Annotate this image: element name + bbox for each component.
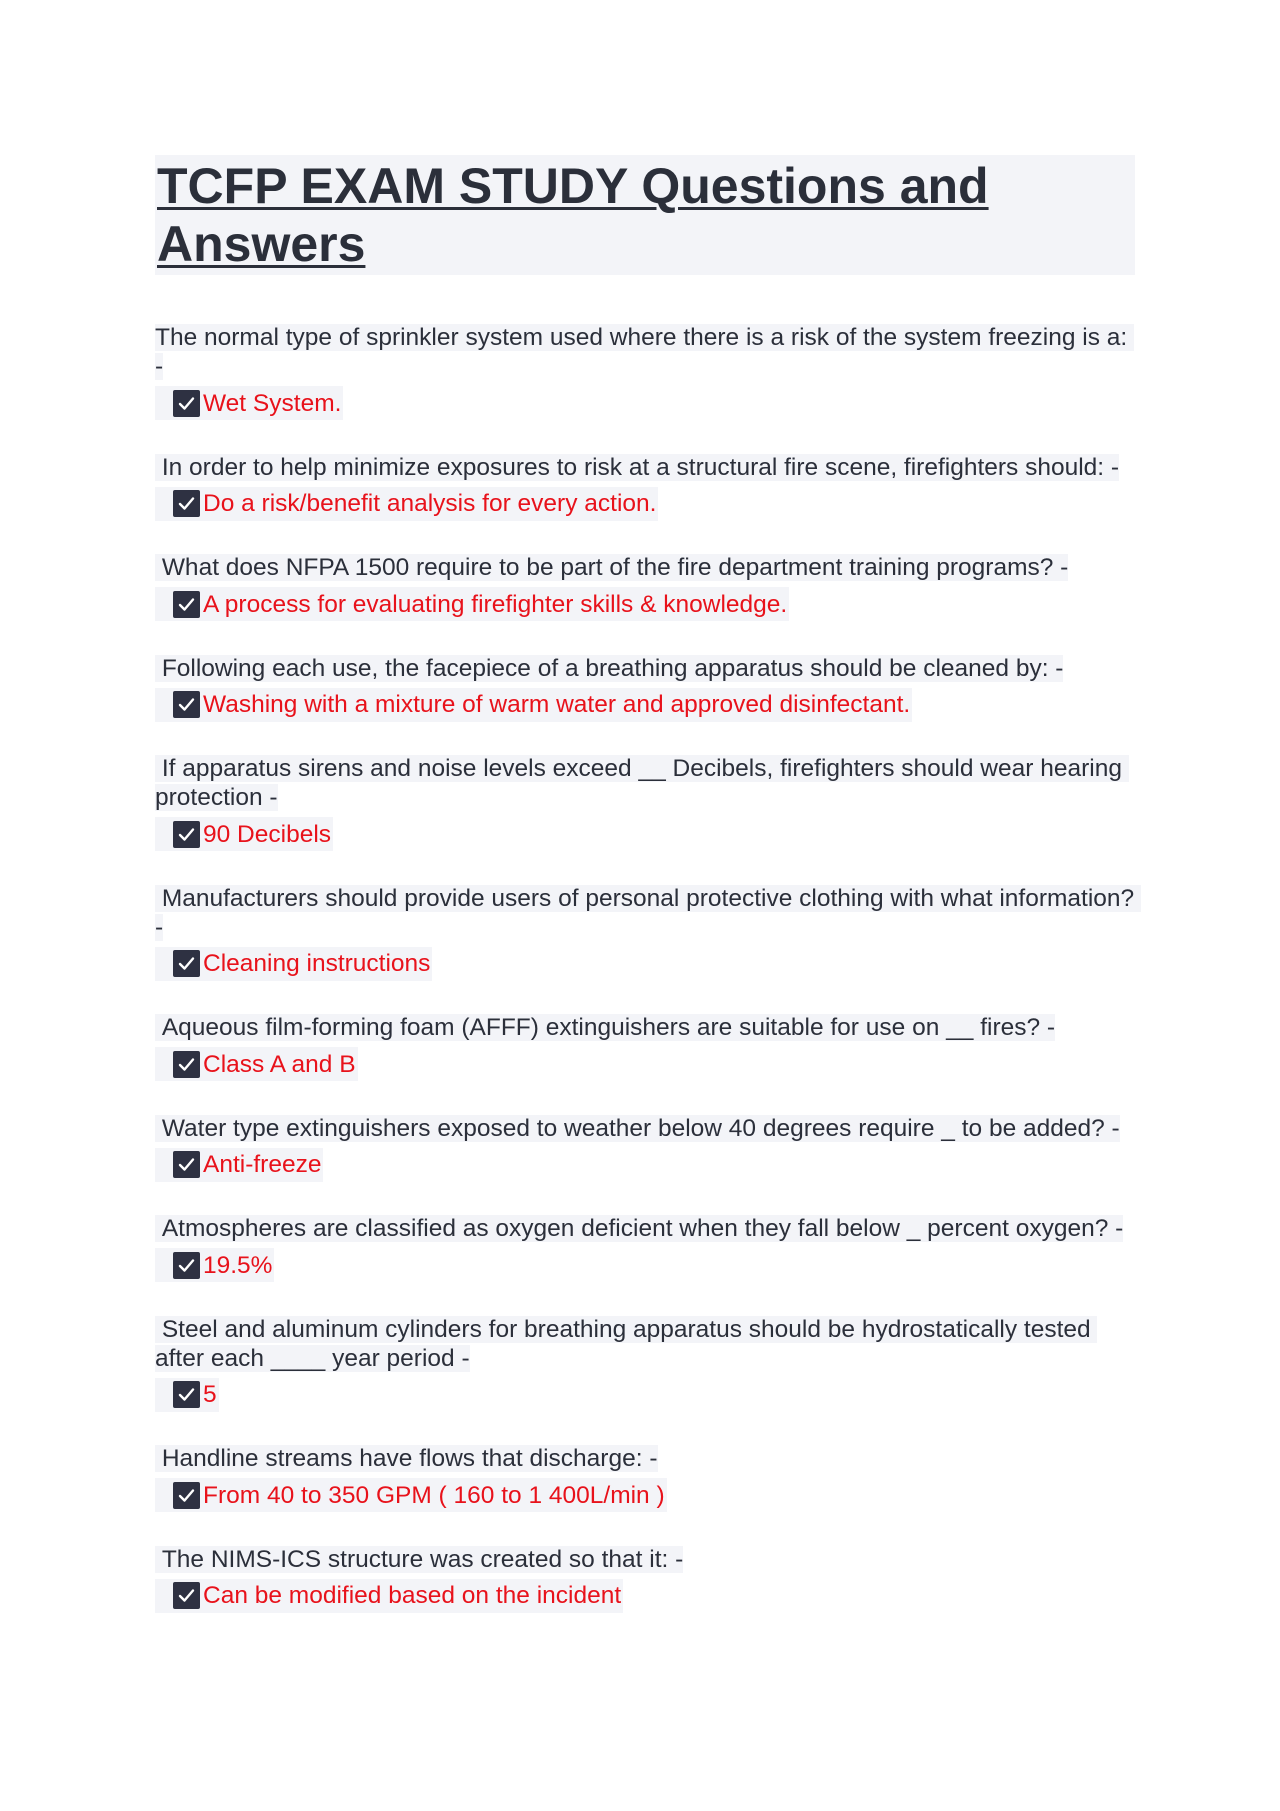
qa-list xyxy=(155,323,1141,1614)
qa-item xyxy=(155,1013,1135,1083)
question-text: The NIMS-ICS structure was created so that it: - xyxy=(155,1545,684,1573)
answer-text: Do a risk/benefit analysis for every action. xyxy=(203,490,657,517)
answer-row xyxy=(155,1579,623,1613)
answer-row xyxy=(155,1248,274,1282)
answer-text: 90 Decibels xyxy=(203,820,332,848)
answer-row xyxy=(155,1148,323,1182)
qa-item xyxy=(155,1545,1135,1615)
answer-row xyxy=(155,1378,219,1412)
question-text: Atmospheres are classified as oxygen deficient when they fall below _ percent oxygen? - xyxy=(155,1215,1124,1242)
question-text: The normal type of sprinkler system used where there is a risk of the system freezing is a: - xyxy=(155,324,1135,380)
question-text: In order to help minimize exposures to risk at a structural fire scene, firefighters should: - xyxy=(155,453,1120,481)
checkbox-check-icon xyxy=(173,591,200,618)
checkbox-check-icon xyxy=(173,1381,200,1408)
answer-row xyxy=(155,947,432,981)
question-text: Following each use, the facepiece of a breathing apparatus should be cleaned by: - xyxy=(155,654,1064,682)
qa-item xyxy=(155,1214,1135,1284)
title-block xyxy=(155,155,1135,275)
question-text: Handline streams have flows that discharge: - xyxy=(155,1445,658,1472)
question-text: If apparatus sirens and noise levels exceed __ Decibels, firefighters should wear hearing protection - xyxy=(155,755,1129,811)
checkbox-check-icon xyxy=(173,821,200,848)
answer-row xyxy=(155,386,343,420)
answer-row xyxy=(155,688,912,722)
checkbox-check-icon xyxy=(173,1252,200,1279)
question-text: Manufacturers should provide users of personal protective clothing with what information? - xyxy=(155,884,1141,941)
checkbox-check-icon xyxy=(173,1051,200,1078)
answer-text: Washing with a mixture of warm water and approved disinfectant. xyxy=(203,691,911,718)
question-text: Aqueous film-forming foam (AFFF) extinguishers are suitable for use on __ fires? - xyxy=(155,1014,1056,1041)
qa-item xyxy=(155,1444,1135,1514)
answer-text: Wet System. xyxy=(203,389,342,417)
answer-text: A process for evaluating firefighter skills & knowledge. xyxy=(203,590,788,618)
qa-item xyxy=(155,1114,1135,1184)
qa-item xyxy=(155,654,1135,724)
answer-text: Cleaning instructions xyxy=(203,950,431,977)
answer-row xyxy=(155,817,333,851)
answer-row xyxy=(155,1047,358,1081)
question-text: What does NFPA 1500 require to be part of the fire department training programs? - xyxy=(155,554,1069,581)
question-text: Steel and aluminum cylinders for breathing apparatus should be hydrostatically tested after each ____ year period - xyxy=(155,1315,1098,1372)
checkbox-check-icon xyxy=(173,1151,200,1178)
checkbox-check-icon xyxy=(173,950,200,977)
qa-item xyxy=(155,553,1135,623)
answer-row xyxy=(155,487,658,521)
qa-item xyxy=(155,1315,1135,1414)
answer-text: Class A and B xyxy=(203,1050,356,1078)
answer-text: Anti-freeze xyxy=(203,1151,322,1178)
question-text: Water type extinguishers exposed to weather below 40 degrees require _ to be added? - xyxy=(155,1114,1120,1142)
answer-text: 5 xyxy=(203,1381,217,1408)
answer-row xyxy=(155,587,789,621)
qa-item xyxy=(155,884,1141,983)
answer-row xyxy=(155,1478,667,1512)
checkbox-check-icon xyxy=(173,1482,200,1509)
qa-item xyxy=(155,754,1135,853)
checkbox-check-icon xyxy=(173,390,200,417)
qa-item xyxy=(155,323,1135,422)
answer-text: 19.5% xyxy=(203,1251,273,1279)
document-page xyxy=(155,155,1141,1645)
qa-item xyxy=(155,453,1135,523)
checkbox-check-icon xyxy=(173,691,200,718)
page-title: TCFP EXAM STUDY Questions and Answers xyxy=(157,158,989,272)
checkbox-check-icon xyxy=(173,1582,200,1609)
answer-text: Can be modified based on the incident xyxy=(203,1582,622,1609)
answer-text: From 40 to 350 GPM ( 160 to 1 400L/min ) xyxy=(203,1481,665,1509)
checkbox-check-icon xyxy=(173,490,200,517)
